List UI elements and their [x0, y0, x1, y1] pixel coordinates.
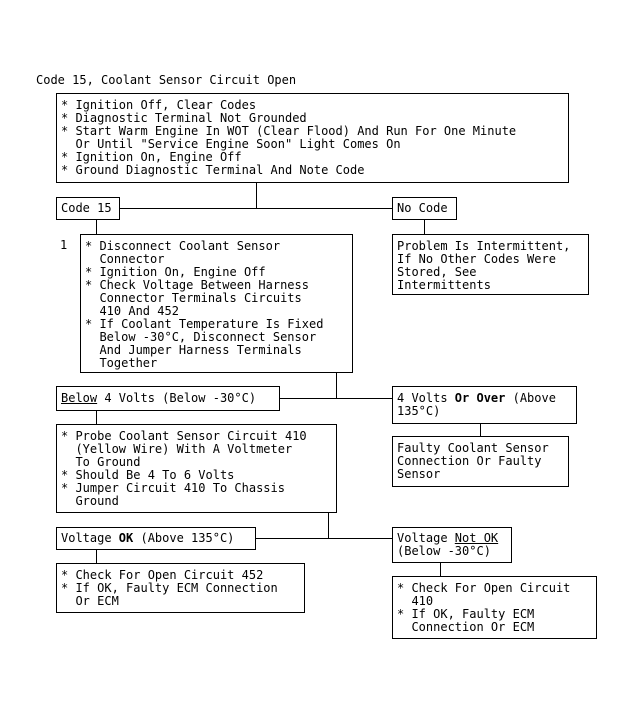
below-4-volts-label [61, 392, 256, 405]
voltage-ok-a: Voltage [61, 531, 119, 545]
intermittent-line: Stored, See [397, 265, 477, 279]
step1-line: Together [85, 356, 158, 370]
step1-line: And Jumper Harness Terminals [85, 343, 302, 357]
intermittent-line: Problem Is Intermittent, [397, 239, 571, 253]
intermittent-box [392, 234, 589, 295]
probe-line: To Ground [61, 455, 141, 469]
over-4-volts-box [392, 386, 577, 424]
initial-step-line: * Start Warm Engine In WOT (Clear Flood) And Run For One Minute [61, 124, 517, 138]
code15-label: Code 15 [61, 201, 112, 215]
probe-box [56, 424, 337, 513]
below-4-volts-box [56, 386, 280, 411]
voltage-not-ok-box [392, 527, 512, 563]
connector-line [328, 513, 329, 538]
step1-line: * Disconnect Coolant Sensor [85, 239, 281, 253]
voltage-not-ok-a: Voltage [397, 531, 455, 545]
voltage-ok-ok: OK [118, 531, 134, 545]
connector-line [96, 550, 97, 563]
voltage-ok-box [56, 527, 256, 550]
voltage-not-ok-line2: (Below -30°C) [397, 544, 491, 558]
step1-line: 410 And 452 [85, 304, 179, 318]
connector-line [120, 208, 392, 209]
faulty-sensor-line: Connection Or Faulty [397, 454, 542, 468]
open-410-line: * If OK, Faulty ECM [397, 607, 535, 621]
open-452-line: Or ECM [61, 594, 119, 608]
step1-line: Connector Terminals Circuits [85, 291, 302, 305]
open-452-box [56, 563, 305, 613]
probe-line: * Should Be 4 To 6 Volts [61, 468, 235, 482]
below-underlined: Below [61, 391, 98, 405]
initial-step-line: * Ignition Off, Clear Codes [61, 98, 257, 112]
connector-line [256, 183, 257, 208]
no-code-label: No Code [397, 201, 448, 215]
connector-line [96, 220, 97, 234]
voltage-not-ok-label [397, 532, 498, 545]
initial-step-line: * Ignition On, Engine Off [61, 150, 242, 164]
initial-steps-box [56, 93, 569, 183]
initial-step-line: * Ground Diagnostic Terminal And Note Code [61, 163, 365, 177]
initial-step-line: Or Until "Service Engine Soon" Light Comes On [61, 137, 401, 151]
open-410-line: 410 [397, 594, 434, 608]
faulty-sensor-box [392, 436, 569, 487]
step-number: 1 [60, 238, 68, 252]
open-452-line: * Check For Open Circuit 452 [61, 568, 264, 582]
connector-line [424, 220, 425, 234]
over-4-volts-c: (Above [505, 391, 556, 405]
intermittent-line: Intermittents [397, 278, 491, 292]
connector-line [336, 373, 337, 398]
probe-line: * Probe Coolant Sensor Circuit 410 [61, 429, 307, 443]
connector-line [96, 411, 97, 424]
connector-line [480, 424, 481, 436]
open-452-line: * If OK, Faulty ECM Connection [61, 581, 278, 595]
over-4-volts-line2: 135°C) [397, 404, 441, 418]
probe-line: Ground [61, 494, 119, 508]
connector-line [256, 538, 392, 539]
intermittent-line: If No Other Codes Were [397, 252, 556, 266]
connector-line [280, 398, 392, 399]
step1-line: * Ignition On, Engine Off [85, 265, 266, 279]
faulty-sensor-line: Faulty Coolant Sensor [397, 441, 549, 455]
voltage-ok-c: (Above 135°C) [133, 531, 235, 545]
probe-line: (Yellow Wire) With A Voltmeter [61, 442, 293, 456]
step1-line: Below -30°C, Disconnect Sensor [85, 330, 317, 344]
code15-box [56, 197, 120, 220]
open-410-box [392, 576, 597, 639]
open-410-line: Connection Or ECM [397, 620, 535, 634]
step1-box [80, 234, 353, 373]
step1-line: Connector [85, 252, 165, 266]
probe-line: * Jumper Circuit 410 To Chassis [61, 481, 285, 495]
over-4-volts-a: 4 Volts [397, 391, 455, 405]
below-4-volts-text: 4 Volts (Below -30°C) [97, 391, 257, 405]
page-title: Code 15, Coolant Sensor Circuit Open [36, 73, 297, 87]
step1-line: * If Coolant Temperature Is Fixed [85, 317, 324, 331]
over-4-volts-or-over: Or Over [454, 391, 506, 405]
faulty-sensor-line: Sensor [397, 467, 441, 481]
voltage-not-ok-underlined: Not OK [454, 531, 499, 545]
step1-line: * Check Voltage Between Harness [85, 278, 309, 292]
no-code-box [392, 197, 457, 220]
voltage-ok-label [61, 532, 234, 545]
connector-line [440, 563, 441, 576]
over-4-volts-label [397, 392, 556, 405]
open-410-line: * Check For Open Circuit [397, 581, 571, 595]
initial-step-line: * Diagnostic Terminal Not Grounded [61, 111, 307, 125]
